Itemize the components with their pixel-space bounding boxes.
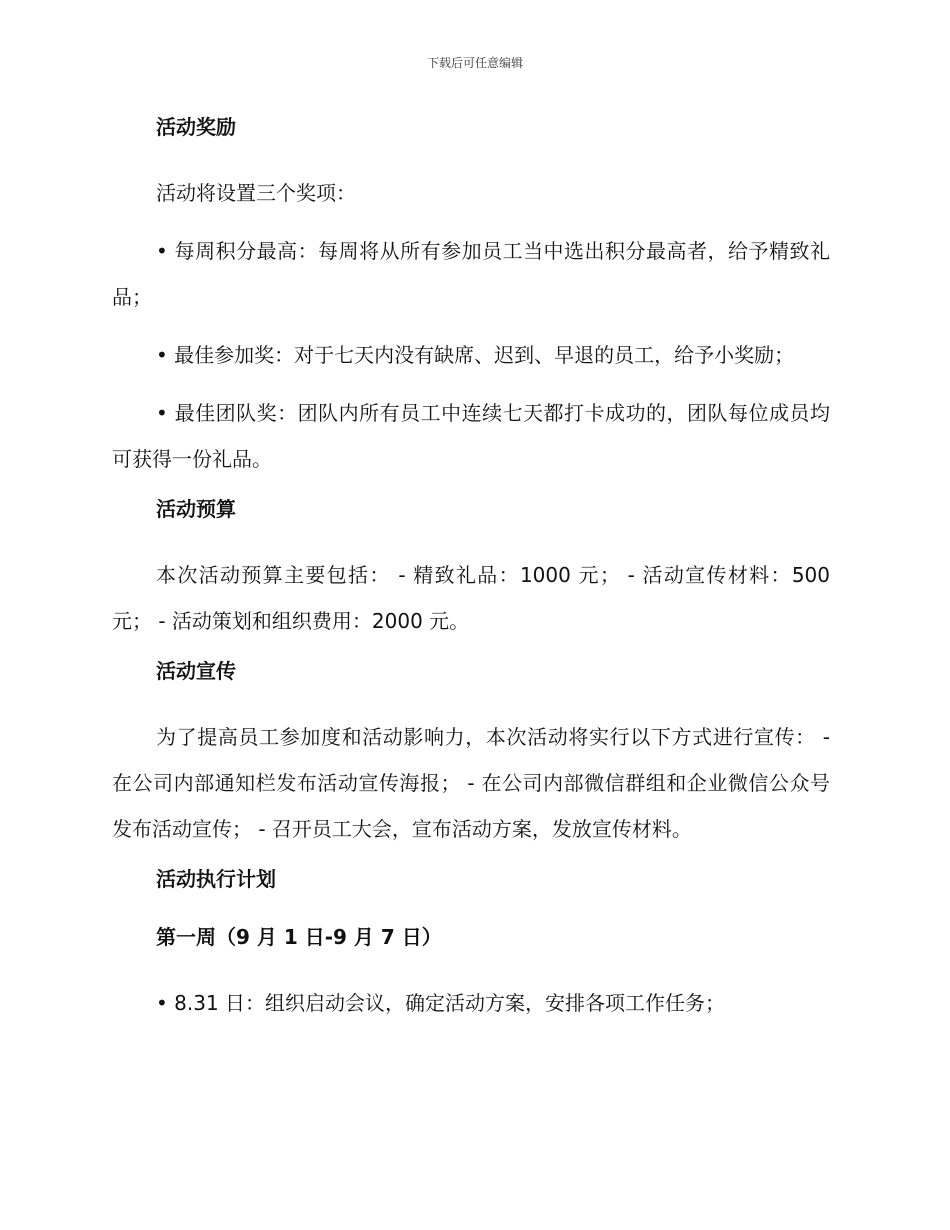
section-heading-promotion: 活动宣传 xyxy=(156,659,236,683)
promotion-text: 为了提高员工参加度和活动影响力，本次活动将实行以下方式进行宣传： - 在公司内部通知栏发布活动宣传海报； - 在公司内部微信群组和企业微信公众号发布活动宣传； - 召开员工大会，宣布活动方案，发放宣传材料。 xyxy=(112,725,830,841)
plan-week1-heading: 第一周（9 月 1 日-9 月 7 日） xyxy=(156,925,442,949)
rewards-intro: 活动将设置三个奖项： xyxy=(156,181,356,205)
header-note: 下载后可任意编辑 xyxy=(426,56,523,70)
section-heading-rewards: 活动奖励 xyxy=(156,115,236,139)
rewards-item-best-team: • 最佳团队奖：团队内所有员工中连续七天都打卡成功的，团队每位成员均可获得一份礼品。 xyxy=(112,401,830,471)
rewards-item-best-attendance: • 最佳参加奖：对于七天内没有缺席、迟到、早退的员工，给予小奖励； xyxy=(156,343,795,367)
document-body xyxy=(112,112,830,1038)
section-heading-budget: 活动预算 xyxy=(156,497,236,521)
budget-text: 本次活动预算主要包括： - 精致礼品：1000 元； - 活动宣传材料：500 元； - 活动策划和组织费用：2000 元。 xyxy=(112,563,830,633)
section-heading-plan: 活动执行计划 xyxy=(156,867,276,891)
rewards-item-weekly-top: • 每周积分最高：每周将从所有参加员工当中选出积分最高者，给予精致礼品； xyxy=(112,239,830,309)
plan-week1-item: • 8.31 日：组织启动会议，确定活动方案，安排各项工作任务； xyxy=(156,991,726,1015)
